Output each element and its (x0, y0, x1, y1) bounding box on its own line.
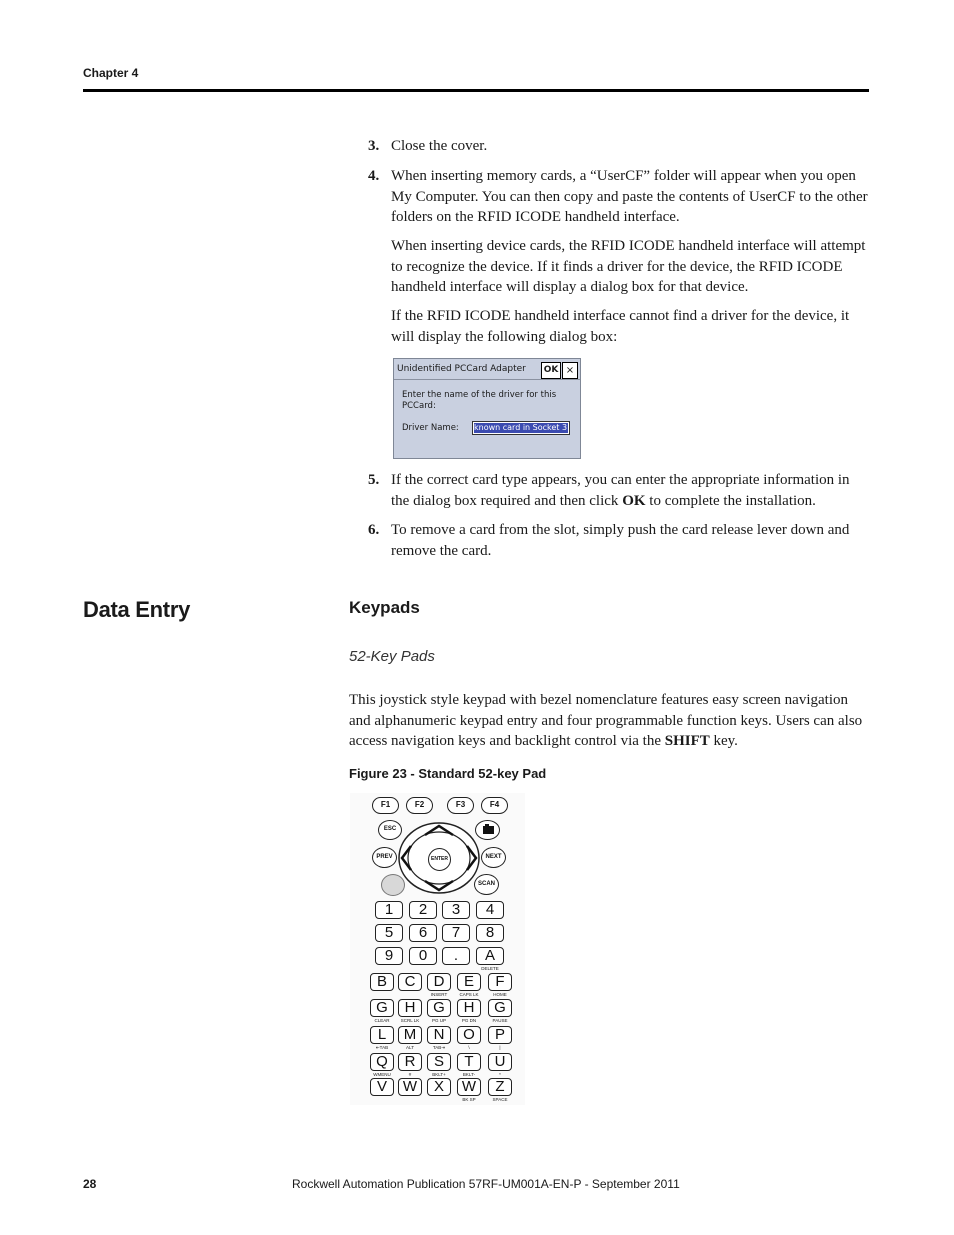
key-sublabel: SPACE (492, 1097, 508, 1102)
key-5-3: O (457, 1026, 481, 1044)
key-1-1: 6 (409, 924, 437, 942)
key-sublabel: BKLT+ (432, 1072, 446, 1077)
key-sublabel: PG UP (431, 1018, 446, 1023)
step-number: 3. (368, 138, 380, 154)
key-4-0: G (370, 999, 394, 1017)
key-sublabel: SCRL LK (400, 1018, 420, 1023)
paragraph-device-cards: When inserting device cards, the RFID ICODE handheld interface will attempt to recognize the device. If it finds a driver for the device, the RFID ICODE handheld interface will display a dialog box for that device. (391, 238, 866, 295)
figure-caption: Figure 23 - Standard 52-key Pad (349, 766, 547, 781)
key-sublabel: CLEAR (374, 1018, 390, 1023)
key-prev: PREV (372, 847, 397, 868)
key-4-3: H (457, 999, 481, 1017)
key-next: NEXT (481, 847, 506, 868)
keypad-figure (350, 793, 525, 1105)
key-sublabel: TAB⇥ (432, 1045, 446, 1050)
paragraph-no-driver: If the RFID ICODE handheld interface cannot find a driver for the device, it will display the following dialog box: (391, 308, 850, 345)
key-5-0: L (370, 1026, 394, 1044)
key-sublabel: HOME (493, 992, 507, 997)
key-4-1: H (398, 999, 422, 1017)
key-6-4: U (488, 1053, 512, 1071)
key-sublabel: PG DN (461, 1018, 477, 1023)
key-1-2: 7 (442, 924, 470, 942)
key-6-1: R (398, 1053, 422, 1071)
step-text: When inserting memory cards, a “UserCF” folder will appear when you open My Computer. You can then copy and paste the contents of UserCF to the other folders on the RFID ICODE handheld interface. (391, 168, 868, 225)
key-0-0: 1 (375, 901, 403, 919)
key-sublabel: BK SP (462, 1097, 476, 1102)
chapter-header: Chapter 4 (83, 66, 139, 80)
step-text: Close the cover. (391, 138, 488, 154)
key-sublabel: # (408, 1072, 412, 1077)
dialog-ok-button[interactable]: OK (541, 362, 561, 379)
key-sublabel: INSERT (430, 992, 448, 997)
key-0-3: 4 (476, 901, 504, 919)
step-number: 4. (368, 168, 380, 184)
key-2-1: 0 (409, 947, 437, 965)
publication-footer: Rockwell Automation Publication 57RF-UM001A-EN-P - September 2011 (292, 1177, 680, 1191)
step-number: 5. (368, 472, 380, 488)
key-3-4: F (488, 973, 512, 991)
key-esc: ESC (378, 820, 402, 840)
key-7-0: V (370, 1078, 394, 1096)
key-3-2: D (427, 973, 451, 991)
key-2-3: A (476, 947, 504, 965)
key-3-3: E (457, 973, 481, 991)
subsection-title: Keypads (349, 598, 420, 617)
keypad-paragraph: This joystick style keypad with bezel nomenclature features easy screen navigation and alphanumeric keypad entry and four programmable function keys. Users can also access navigation keys and backlight control via the SHIFT key. (349, 692, 863, 749)
key-1-0: 5 (375, 924, 403, 942)
key-7-2: X (427, 1078, 451, 1096)
key-f2: F2 (406, 797, 433, 814)
driver-name-value: known card in Socket 3 (474, 423, 568, 432)
key-sublabel: BKLT- (462, 1072, 476, 1077)
key-0-2: 3 (442, 901, 470, 919)
key-2-2: . (442, 947, 470, 965)
dialog-message: Enter the name of the driver for this PCCard: (402, 390, 557, 411)
step-5 (368, 470, 868, 511)
key-sublabel: * (499, 1072, 501, 1077)
key-enter: ENTER (428, 848, 451, 871)
key-f3: F3 (447, 797, 474, 814)
key-7-3: W (457, 1078, 481, 1096)
step-6 (368, 520, 868, 561)
key-sublabel: DELETE (481, 966, 499, 971)
key-5-4: P (488, 1026, 512, 1044)
pccard-dialog (393, 358, 581, 459)
key-3-0: B (370, 973, 394, 991)
key-2-0: 9 (375, 947, 403, 965)
driver-name-input[interactable] (472, 421, 570, 435)
key-sublabel: PAUSE (492, 1018, 508, 1023)
key-sublabel: \ (468, 1045, 470, 1050)
page-number: 28 (83, 1177, 97, 1191)
key-1-3: 8 (476, 924, 504, 942)
dialog-title: Unidentified PCCard Adapter (394, 359, 580, 380)
key-sublabel: ALT (406, 1045, 414, 1050)
driver-name-label: Driver Name: (402, 423, 459, 433)
key-scan: SCAN (474, 874, 499, 895)
header-rule (83, 89, 869, 92)
key-sublabel: ⇤TAB (375, 1045, 389, 1050)
key-f4: F4 (481, 797, 508, 814)
key-sublabel: CAPS LK (459, 992, 479, 997)
key-5-1: M (398, 1026, 422, 1044)
key-6-3: T (457, 1053, 481, 1071)
subsubsection-title: 52-Key Pads (349, 648, 435, 665)
key-7-1: W (398, 1078, 422, 1096)
key-7-4: Z (488, 1078, 512, 1096)
key-5-2: N (427, 1026, 451, 1044)
step-number: 6. (368, 522, 380, 538)
key-0-1: 2 (409, 901, 437, 919)
step-text: If the correct card type appears, you can enter the appropriate information in the dialog box required and then click OK to complete the installation. (391, 472, 850, 509)
key-6-2: S (427, 1053, 451, 1071)
key-3-1: C (398, 973, 422, 991)
key-sublabel: | (499, 1045, 501, 1050)
key-4-2: G (427, 999, 451, 1017)
step-text: To remove a card from the slot, simply push the card release lever down and remove the card. (391, 522, 850, 559)
shift-key (381, 874, 405, 896)
step-4 (368, 166, 868, 228)
step-3 (368, 136, 868, 157)
section-title: Data Entry (83, 597, 191, 622)
key-sublabel: WMENU (373, 1072, 391, 1077)
key-6-0: Q (370, 1053, 394, 1071)
key-4-4: G (488, 999, 512, 1017)
dialog-close-button[interactable]: × (562, 362, 578, 379)
key-f1: F1 (372, 797, 399, 814)
